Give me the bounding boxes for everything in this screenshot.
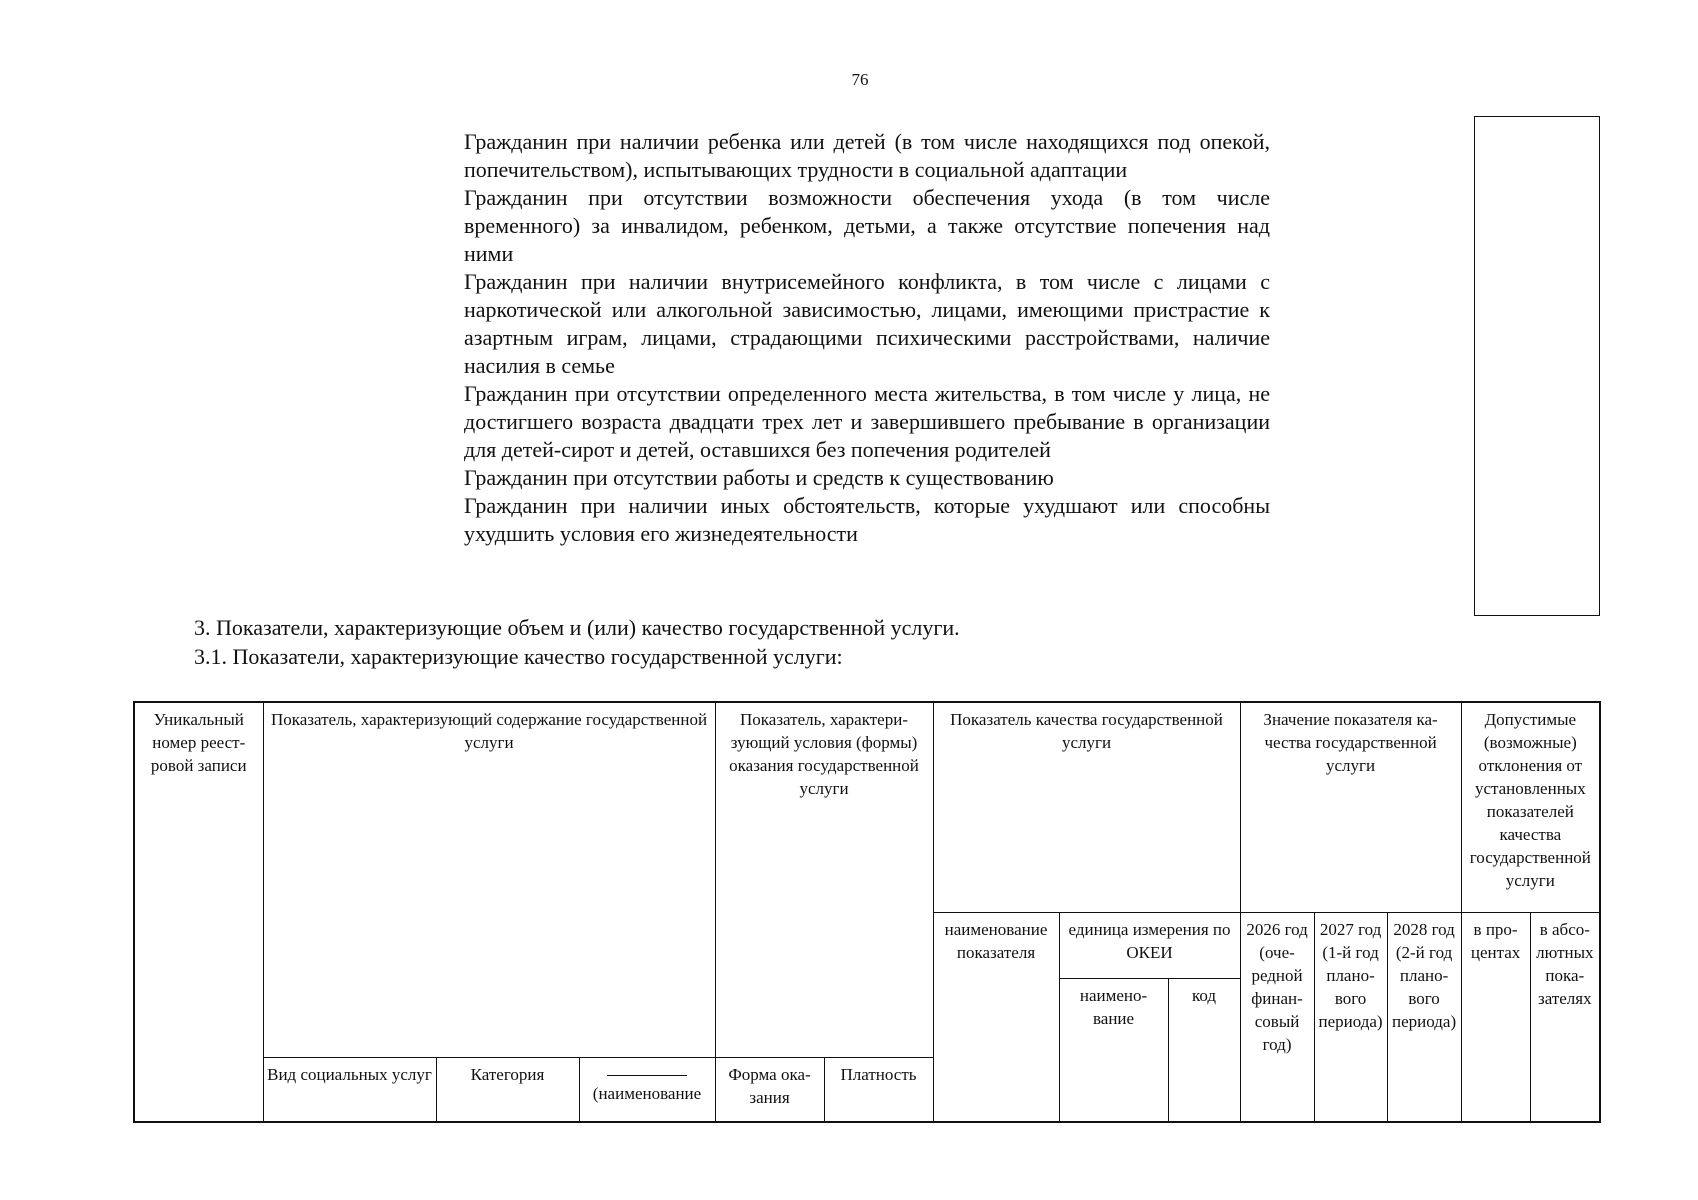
- header-quality-indicator: Показатель качества государственной услуги: [933, 702, 1240, 912]
- header-unit-code: код: [1168, 978, 1240, 1122]
- subheader-service-type: Вид социальных услуг: [263, 1057, 436, 1122]
- header-conditions-indicator: Показатель, характеризующий условия (формы) оказания государственной услуги: [715, 702, 933, 1057]
- blank-line: [607, 1063, 687, 1076]
- subheader-form: Форма оказания: [715, 1057, 824, 1122]
- header-deviation-absolute: в абсолютных показателях: [1530, 912, 1600, 1122]
- criteria-item: Гражданин при наличии ребенка или детей (в том числе находящихся под опекой, попечительством), испытывающих трудности в социальной адаптации: [464, 129, 1270, 182]
- criteria-item: Гражданин при отсутствии работы и средств к существованию: [464, 465, 1054, 490]
- section-subheading: 3.1. Показатели, характеризующие качество государственной услуги:: [194, 644, 843, 669]
- header-registry-number: Уникальный номер реестровой записи: [134, 702, 263, 1122]
- side-box: [1474, 116, 1600, 616]
- subheader-payment: Платность: [824, 1057, 933, 1122]
- header-year-2028: 2028 год (2-й год планового периода): [1387, 912, 1461, 1122]
- quality-indicators-table: [133, 701, 1601, 1123]
- criteria-item: Гражданин при наличии иных обстоятельств, которые ухудшают или способны ухудшить условия его жизнедеятельности: [464, 493, 1270, 546]
- subheader-category: Категория: [436, 1057, 579, 1122]
- header-year-2027: 2027 год (1-й год планового периода): [1314, 912, 1387, 1122]
- subheader-naming-cell: [579, 1057, 715, 1122]
- header-deviation-percent: в процентах: [1461, 912, 1530, 1122]
- criteria-item: Гражданин при отсутствии возможности обеспечения ухода (в том числе временного) за инвалидом, ребенком, детьми, а также отсутствие попечения над ними: [464, 185, 1270, 266]
- header-quality-name: наименование показателя: [933, 912, 1059, 1122]
- criteria-list: [464, 128, 1270, 548]
- header-unit-okei: единица измерения по ОКЕИ: [1059, 912, 1240, 978]
- criteria-item: Гражданин при отсутствии определенного места жительства, в том числе у лица, не достигшего возраста двадцати трех лет и завершившего пребывание в организации для детей-сирот и детей, оставшихся без попечения родителей: [464, 381, 1270, 462]
- criteria-item: Гражданин при наличии внутрисемейного конфликта, в том числе с лицами с наркотической или алкогольной зависимостью, лицами, имеющими пристрастие к азартным играм, лицами, страдающими психическими расстройствами, наличие насилия в семье: [464, 269, 1270, 378]
- page-number: 76: [851, 70, 869, 89]
- header-content-indicator: Показатель, характеризующий содержание государственной услуги: [263, 702, 715, 1057]
- header-allowed-deviation: Допустимые (возможные) отклонения от установленных показателей качества государственной услуги: [1461, 702, 1600, 912]
- section-heading: 3. Показатели, характеризующие объем и (или) качество государственной услуги.: [194, 615, 960, 640]
- header-year-2026: 2026 год (очередной финансовый год): [1240, 912, 1314, 1122]
- subheader-naming: (наименование: [592, 1083, 702, 1103]
- header-unit-name: наименование: [1059, 978, 1168, 1122]
- header-indicator-value: Значение показателя качества государственной услуги: [1240, 702, 1461, 912]
